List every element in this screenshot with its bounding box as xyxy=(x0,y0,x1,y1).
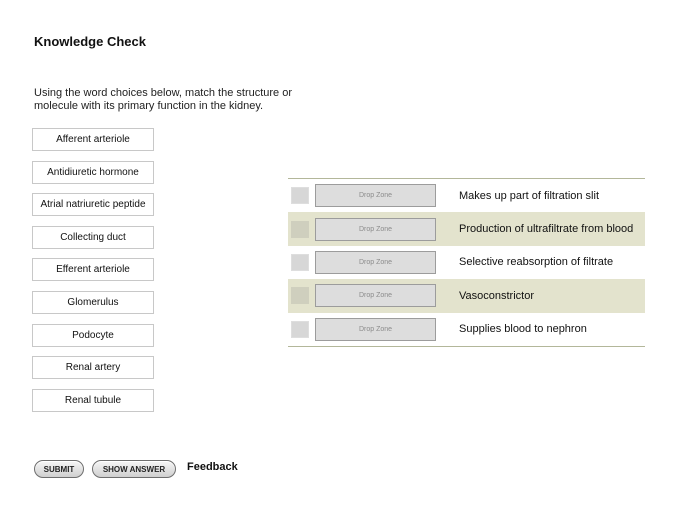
choice-glomerulus[interactable]: Glomerulus xyxy=(32,291,154,314)
status-box xyxy=(291,221,309,238)
choice-collecting-duct[interactable]: Collecting duct xyxy=(32,226,154,249)
function-label: Supplies blood to nephron xyxy=(459,323,587,336)
drop-zone[interactable]: Drop Zone xyxy=(315,218,436,241)
feedback-label: Feedback xyxy=(187,461,238,473)
choice-podocyte[interactable]: Podocyte xyxy=(32,324,154,347)
match-row xyxy=(288,313,645,346)
match-row xyxy=(288,179,645,212)
status-box xyxy=(291,187,309,204)
status-box xyxy=(291,254,309,271)
function-label: Makes up part of filtration slit xyxy=(459,189,600,202)
choice-antidiuretic-hormone[interactable]: Antidiuretic hormone xyxy=(32,161,154,184)
drop-zone[interactable]: Drop Zone xyxy=(315,318,436,341)
page-title: Knowledge Check xyxy=(34,34,146,49)
function-label: Vasoconstrictor xyxy=(459,289,534,302)
choice-afferent-arteriole[interactable]: Afferent arteriole xyxy=(32,128,154,151)
match-row xyxy=(288,279,645,312)
status-box xyxy=(291,321,309,338)
function-label: Selective reabsorption of filtrate xyxy=(459,256,614,269)
drop-zone[interactable]: Drop Zone xyxy=(315,284,436,307)
match-row xyxy=(288,246,645,279)
choice-efferent-arteriole[interactable]: Efferent arteriole xyxy=(32,258,154,281)
instructions-text: Using the word choices below, match the structure or molecule with its primary function in the kidney. xyxy=(34,87,293,112)
match-table xyxy=(288,178,645,347)
submit-button[interactable]: SUBMIT xyxy=(34,460,84,478)
status-box xyxy=(291,287,309,304)
word-choices xyxy=(32,128,154,421)
drop-zone[interactable]: Drop Zone xyxy=(315,184,436,207)
choice-renal-tubule[interactable]: Renal tubule xyxy=(32,389,154,412)
function-label: Production of ultrafiltrate from blood xyxy=(459,223,634,236)
choice-renal-artery[interactable]: Renal artery xyxy=(32,356,154,379)
show-answer-button[interactable]: SHOW ANSWER xyxy=(92,460,176,478)
match-row xyxy=(288,212,645,245)
drop-zone[interactable]: Drop Zone xyxy=(315,251,436,274)
choice-atrial-natriuretic-peptide[interactable]: Atrial natriuretic peptide xyxy=(32,193,154,216)
